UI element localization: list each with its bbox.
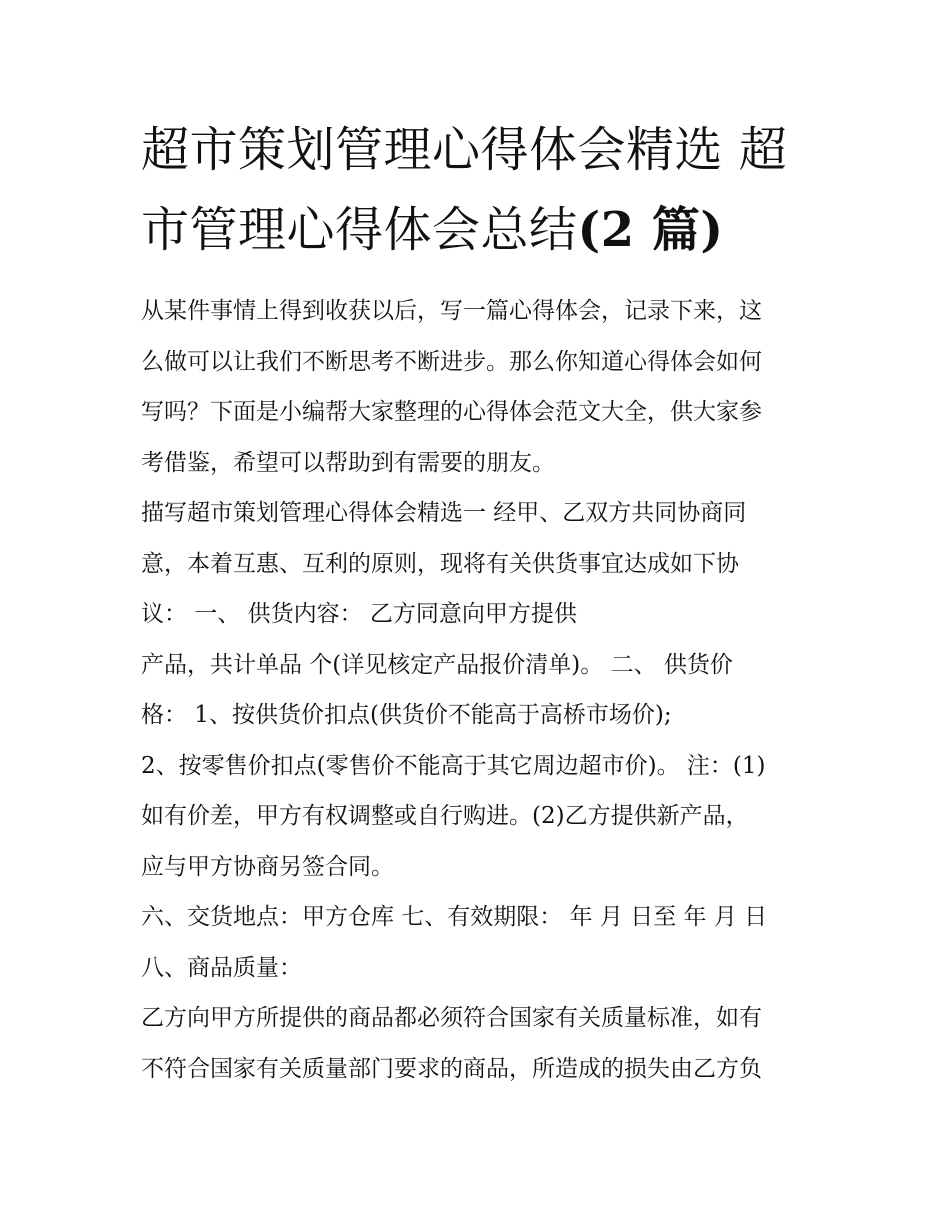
document-body bbox=[141, 286, 813, 1094]
body-line: 意，本着互惠、互利的原则，现将有关供货事宜达成如下协 bbox=[141, 550, 739, 577]
title-text-line2: 市管理心得体会总结 bbox=[141, 202, 578, 258]
body-line: 从某件事情上得到收获以后，写一篇心得体会，记录下来，这 bbox=[141, 298, 762, 324]
body-line: 描写超市策划管理心得体会精选一 经甲、乙双方共同协商同 bbox=[141, 500, 747, 526]
body-line: 不符合国家有关质量部门要求的商品，所造成的损失由乙方负 bbox=[141, 1055, 762, 1082]
document-page bbox=[141, 110, 813, 1094]
body-line: 写吗？下面是小编帮大家整理的心得体会范文大全，供大家参 bbox=[141, 399, 762, 425]
body-line: 应与甲方协商另签合同。 bbox=[141, 853, 394, 880]
body-line: 议： 一、 供货内容： 乙方同意向甲方提供 bbox=[141, 601, 577, 627]
document-title bbox=[141, 110, 813, 270]
body-line: 么做可以让我们不断思考不断进步。那么你知道心得体会如何 bbox=[141, 348, 762, 375]
body-line: 考借鉴，希望可以帮助到有需要的朋友。 bbox=[141, 449, 555, 476]
body-line: 八、商品质量： bbox=[141, 954, 302, 981]
body-line: 格： 1、按供货价扣点(供货价不能高于高桥市场价); bbox=[141, 702, 672, 728]
body-line: 乙方向甲方所提供的商品都必须符合国家有关质量标准，如有 bbox=[141, 1005, 762, 1031]
body-line: 产品，共计单品 个(详见核定产品报价清单)。 二、 供货价 bbox=[141, 651, 733, 678]
title-count: (2 篇) bbox=[577, 202, 724, 258]
body-line: 如有价差，甲方有权调整或自行购进。(2)乙方提供新产品， bbox=[141, 803, 749, 829]
body-line: 2、按零售价扣点(零售价不能高于其它周边超市价)。 注：(1) bbox=[141, 752, 766, 779]
title-text-line1: 超市策划管理心得体会精选 超 bbox=[141, 122, 788, 178]
body-line: 六、交货地点：甲方仓库 七、有效期限： 年 月 日至 年 月 日 bbox=[141, 904, 768, 930]
